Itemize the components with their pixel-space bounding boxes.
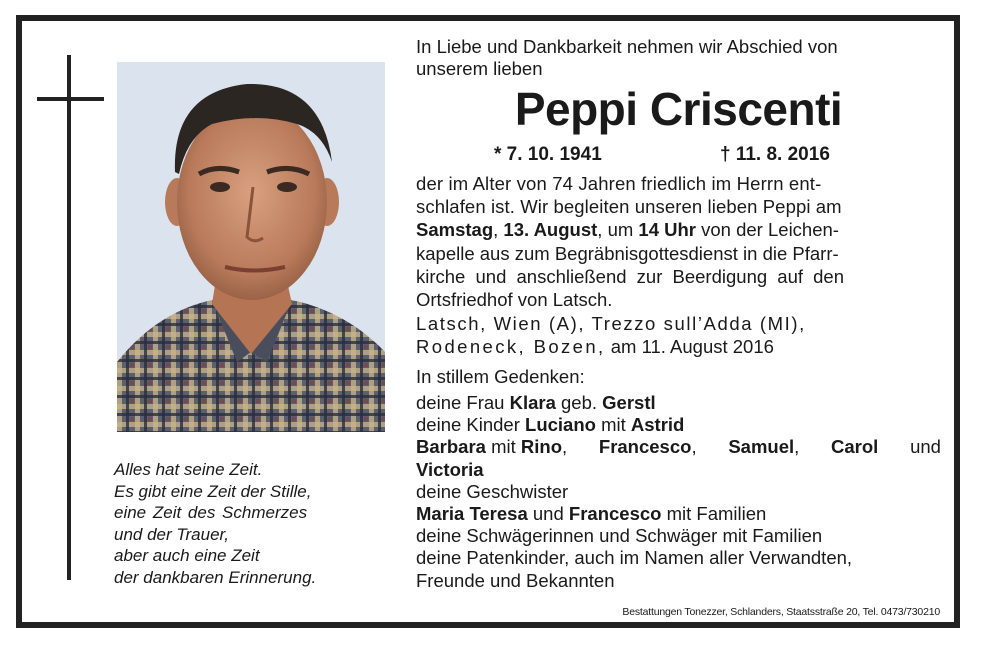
quote-line: aber auch eine Zeit [114, 546, 260, 565]
mourner-line: deine Schwägerinnen und Schwäger mit Familien [416, 525, 823, 547]
places-line: Rodeneck, Bozen, am 11. August 2016 [416, 336, 774, 358]
mourner-line: deine Kinder Luciano mit Astrid [416, 414, 685, 436]
announcement-line: der im Alter von 74 Jahren friedlich im Herrn ent- [416, 173, 822, 194]
announcement-line: kapelle aus zum Begräbnisgottesdienst in die Pfarr- [416, 242, 839, 264]
in-memory-heading: In stillem Gedenken: [416, 366, 585, 387]
funeral-date: 13. August [503, 219, 598, 241]
mourner-line: Victoria [416, 458, 484, 480]
announcement-line: Ortsfriedhof von Latsch. [416, 289, 613, 311]
announcement-line: Samstag, 13. August, um 14 Uhr von der Leichen- [416, 219, 839, 241]
intro-line: In Liebe und Dankbarkeit nehmen wir Abschied von [416, 36, 838, 57]
announcement-line: kirche und anschließend zur Beerdigung auf den [416, 265, 845, 287]
places-line: Latsch, Wien (A), Trezzo sull’Adda (MI), [416, 313, 806, 334]
quote-line: Es gibt eine Zeit der Stille, [114, 481, 312, 501]
mourner-line: deine Geschwister [416, 480, 569, 502]
intro-text [416, 36, 941, 80]
deceased-name: Peppi Criscenti [514, 83, 843, 135]
quote-line: und der Trauer, [114, 524, 229, 544]
birth-date: * 7. 10. 1941 [494, 144, 602, 165]
places-and-date [416, 312, 941, 358]
announcement-line: schlafen ist. Wir begleiten unseren lieben Peppi am [416, 196, 842, 218]
mourner-line: Barbara mit Rino, Francesco, Samuel, Carol und [416, 436, 941, 458]
mourner-line: deine Frau Klara geb. Gerstl [416, 392, 656, 413]
quote-line: eine Zeit des Schmerzes [114, 503, 308, 522]
funeral-home-footer: Bestattungen Tonezzer, Schlanders, Staatsstraße 20, Tel. 0473/730210 [622, 606, 940, 618]
cross-icon-horizontal [37, 97, 104, 101]
funeral-time: 14 Uhr [638, 219, 696, 241]
death-date: † 11. 8. 2016 [720, 144, 830, 165]
portrait-photo [117, 62, 385, 432]
quote-text [114, 459, 394, 588]
intro-line: unserem lieben [416, 58, 543, 79]
funeral-day: Samstag [416, 219, 494, 241]
mourners-list [416, 392, 941, 592]
quote-line: der dankbaren Erinnerung. [114, 567, 317, 587]
mourner-line: deine Patenkinder, auch im Namen aller Verwandten, [416, 547, 853, 569]
mourner-line: Freunde und Bekannten [416, 569, 615, 591]
cross-icon-vertical [67, 55, 71, 580]
mourner-line: Maria Teresa und Francesco mit Familien [416, 503, 767, 525]
announcement-text [416, 172, 941, 311]
quote-line: Alles hat seine Zeit. [114, 460, 263, 479]
announcement-date: am 11. August 2016 [605, 336, 774, 358]
